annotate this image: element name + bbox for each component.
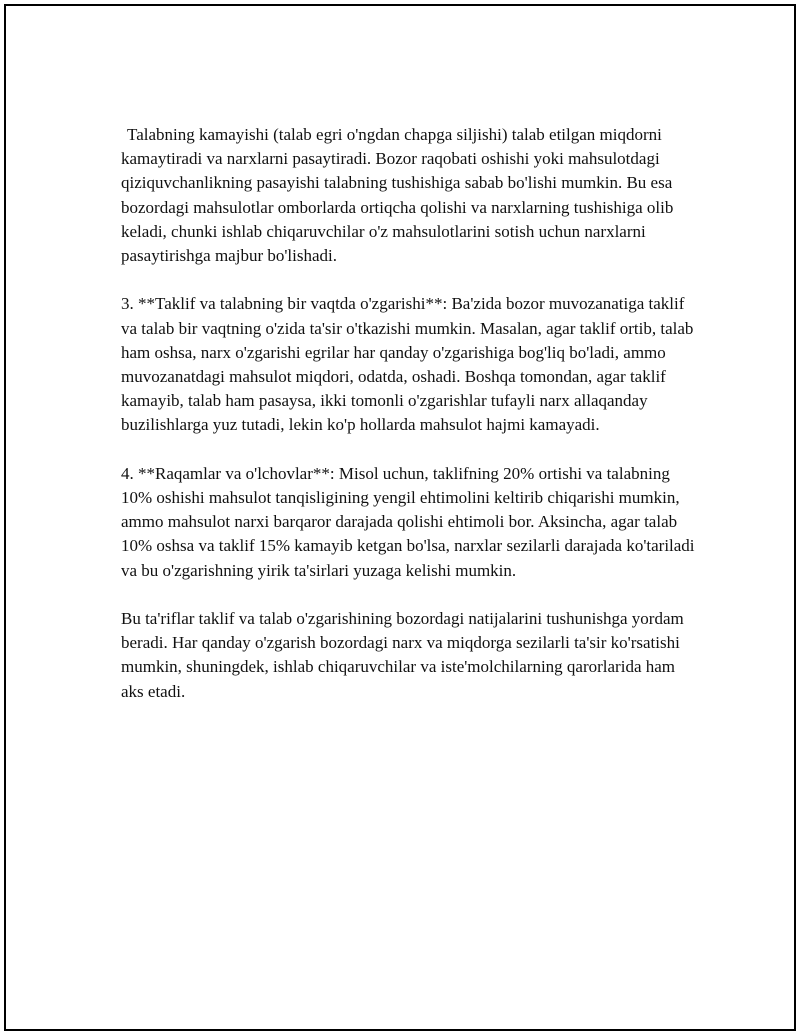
paragraph-simultaneous-change: 3. **Taklif va talabning bir vaqtda o'zgarishi**: Ba'zida bozor muvozanatiga taklif va talab bir vaqtning o'zida ta'sir o'tkazishi mumkin. Masalan, agar taklif ortib, talab ham oshsa, narx o'zgarishi egrilar har qanday o'zgarishiga bog'liq bo'ladi, ammo muvozanatdagi mahsulot miqdori, odatda, oshadi. Boshqa tomondan, agar taklif kamayib, talab ham pasaysa, ikki tomonli o'zgarishlar tufayli narx allaqanday buzilishlarga yuz tutadi, lekin ko'p hollarda mahsulot hajmi kamayadi. bbox=[121, 294, 694, 435]
paragraph-demand-decrease: Talabning kamayishi (talab egri o'ngdan chapga siljishi) talab etilgan miqdorni kamaytiradi va narxlarni pasaytiradi. Bozor raqobati oshishi yoki mahsulotdagi qiziquvchanlikning pasayishi talabning tushishiga sabab bo'lishi mumkin. Bu esa bozordagi mahsulotlar omborlarda ortiqcha qolishi va narxlarning tushishiga olib keladi, chunki ishlab chiqaruvchilar o'z mahsulotlarini sotish uchun narxlarni pasaytirishga majbur bo'lishadi. bbox=[121, 125, 674, 266]
paragraph-conclusion: Bu ta'riflar taklif va talab o'zgarishining bozordagi natijalarini tushunishga yordam beradi. Har qanday o'zgarish bozordagi narx va miqdorga sezilarli ta'sir ko'rsatishi mumkin, shuningdek, ishlab chiqaruvchilar va iste'molchilarning qarorlarida ham aks etadi. bbox=[121, 609, 684, 701]
document-body bbox=[121, 123, 696, 728]
page-frame bbox=[4, 4, 796, 1031]
paragraph-numbers-and-measures: 4. **Raqamlar va o'lchovlar**: Misol uchun, taklifning 20% ortishi va talabning 10% oshishi mahsulot tanqisligining yengil ehtimolini keltirib chiqarishi mumkin, ammo mahsulot narxi barqaror darajada qolishi ehtimoli bor. Aksincha, agar talab 10% oshsa va taklif 15% kamayib ketgan bo'lsa, narxlar sezilarli darajada ko'tariladi va bu o'zgarishning yirik ta'sirlari yuzaga kelishi mumkin. bbox=[121, 463, 695, 580]
